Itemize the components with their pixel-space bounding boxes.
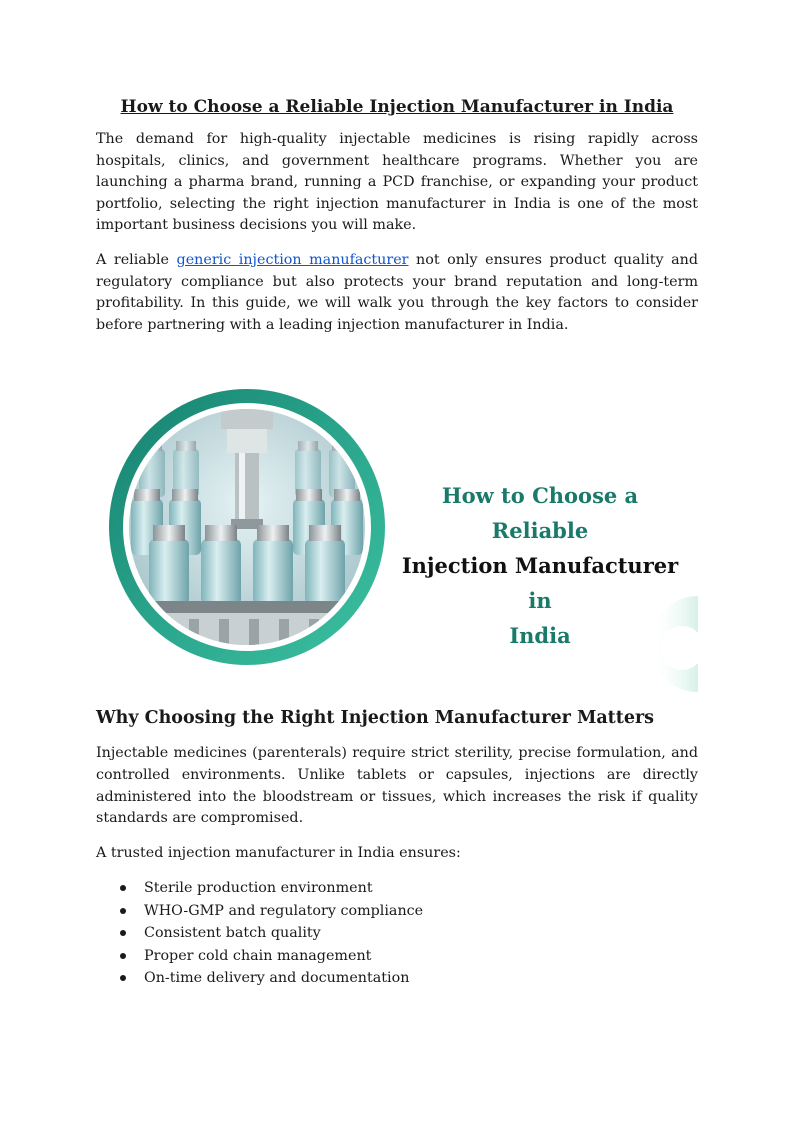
ensures-list [96, 877, 698, 990]
section-heading: Why Choosing the Right Injection Manufacturer Matters [96, 708, 655, 729]
list-item: Proper cold chain management [144, 945, 698, 968]
reliable-paragraph [96, 250, 698, 336]
list-item: Consistent batch quality [144, 922, 698, 945]
banner-image [96, 372, 698, 692]
vials-circle-image [109, 389, 385, 665]
list-item: Sterile production environment [144, 877, 698, 900]
list-intro: A trusted injection manufacturer in India ensures: [96, 844, 461, 861]
intro-paragraph: The demand for high-quality injectable medicines is rising rapidly across hospitals, clinics, and government healthcare programs. Whether you are launching a pharma brand, running a PCD franchise, or expanding your product portfolio, selecting the right injection manufacturer in India is one of the most important business decisions you will make. [96, 131, 698, 234]
page-title: How to Choose a Reliable Injection Manufacturer in India [120, 97, 674, 117]
list-item: WHO-GMP and regulatory compliance [144, 900, 698, 923]
decorative-shape-icon [642, 596, 698, 692]
section-paragraph: Injectable medicines (parenterals) require strict sterility, precise formulation, and controlled environments. Unlike tablets or capsules, injections are directly administered into the bloodstream or tissues, which increases the risk if quality standards are compromised. [96, 745, 698, 827]
generic-injection-manufacturer-link[interactable]: generic injection manufacturer [176, 251, 409, 268]
banner-line2-teal: in [528, 588, 552, 614]
banner-line3: India [509, 623, 571, 649]
para2-after: not only ensures product quality and regulatory compliance but also protects your brand reputation and long-term profitability. In this guide, we will walk you through the key factors to consider before partnering with a leading injection manufacturer in India. [96, 251, 698, 333]
para2-before: A reliable [96, 251, 177, 268]
banner-line2-dark: Injection Manufacturer [401, 553, 679, 579]
banner-line1: How to Choose a Reliable [441, 483, 639, 544]
document-page [96, 96, 698, 990]
list-item: On-time delivery and documentation [144, 967, 698, 990]
vials-photo-icon [109, 389, 385, 665]
